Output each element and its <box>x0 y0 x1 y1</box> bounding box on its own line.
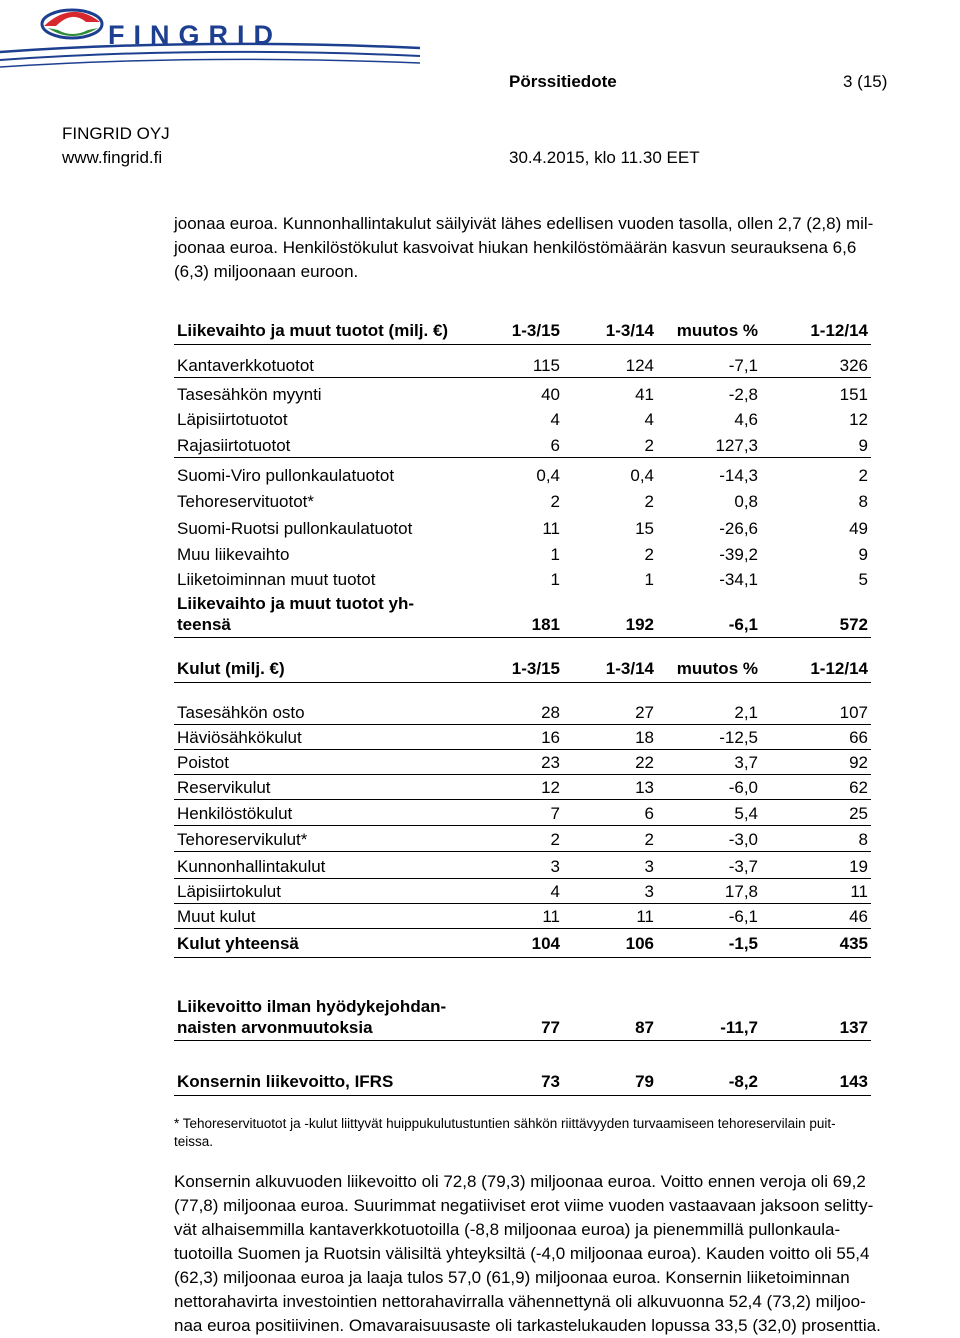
table-cell: 87 <box>635 1018 654 1037</box>
table-cell: 3 <box>644 857 654 876</box>
table-cell: 326 <box>839 356 868 375</box>
row-label: Läpisiirtotuotot <box>177 410 288 429</box>
table-cell: 4 <box>550 410 560 429</box>
table-rule <box>174 957 871 958</box>
table-cell: 9 <box>858 545 868 564</box>
revenue-total-label-line: teensä <box>177 615 231 634</box>
table-cell: 41 <box>635 385 654 404</box>
row-label: Muut kulut <box>177 907 256 926</box>
table-rule <box>174 825 871 826</box>
table-rule <box>174 724 871 725</box>
row-label: Henkilöstökulut <box>177 804 293 823</box>
row-label: Läpisiirtokulut <box>177 882 281 901</box>
table-cell: 77 <box>541 1018 560 1037</box>
footnote-line: * Tehoreservituotot ja -kulut liittyvät huippukulutustuntien sähkön riittävyyden turvaamiseen tehoreservilain puit- <box>174 1116 836 1131</box>
table-cell: 22 <box>635 753 654 772</box>
release-datetime: 30.4.2015, klo 11.30 EET <box>509 148 700 167</box>
column-header: muutos % <box>676 659 758 678</box>
intro-paragraph <box>174 212 954 284</box>
table-cell: 62 <box>849 778 868 797</box>
table-cell: 192 <box>625 615 654 634</box>
intro-line: (6,3) miljoonaan euroon. <box>174 262 359 281</box>
table-cell: -34,1 <box>719 570 758 589</box>
table-rule <box>174 682 871 683</box>
closing-paragraph <box>174 1170 954 1338</box>
table-rule <box>174 799 871 800</box>
cost-total-label: Kulut yhteensä <box>177 934 299 953</box>
table-cell: 0,4 <box>536 466 560 485</box>
column-header: 1-3/14 <box>605 321 654 340</box>
table-cell: 8 <box>858 830 868 849</box>
table-cell: 115 <box>532 356 560 375</box>
table-cell: 11 <box>542 519 560 538</box>
table-cell: 18 <box>635 728 654 747</box>
operating-profit-label-line: naisten arvonmuutoksia <box>177 1018 373 1037</box>
table-cell: -6,1 <box>728 615 758 634</box>
table-cell: 8 <box>858 492 868 511</box>
table-cell: -3,0 <box>728 830 758 849</box>
revenue-total-label-line: Liikevaihto ja muut tuotot yh- <box>177 594 415 613</box>
table-cell: 4 <box>644 410 654 429</box>
table-cell: 1 <box>550 545 560 564</box>
table-cell: -6,1 <box>728 907 758 926</box>
operating-profit-label <box>177 996 446 1038</box>
table-cell: 25 <box>849 804 868 823</box>
table-cell: 16 <box>541 728 560 747</box>
table-cell: 11 <box>636 907 654 926</box>
intro-line: joonaa euroa. Henkilöstökulut kasvoivat hiukan henkilöstömäärän kasvun seurauksena 6,6 <box>174 238 857 257</box>
table-cell: 2 <box>644 492 654 511</box>
footnote <box>174 1115 944 1151</box>
page-number: 3 (15) <box>843 72 888 91</box>
cost-table-title: Kulut (milj. €) <box>177 659 285 678</box>
table-cell: 2 <box>644 830 654 849</box>
table-cell: 12 <box>849 410 868 429</box>
table-cell: 73 <box>541 1072 560 1091</box>
table-cell: 15 <box>635 519 654 538</box>
column-header: 1-12/14 <box>810 321 868 340</box>
closing-line: nettorahavirta investointien nettorahavirralla vähennettynä oli alkuvuonna 52,4 (73,2) miljoo- <box>174 1292 866 1311</box>
table-cell: 2 <box>550 492 560 511</box>
table-cell: 2 <box>550 830 560 849</box>
table-cell: 124 <box>625 356 654 375</box>
column-header: 1-3/14 <box>605 659 654 678</box>
row-label: Tasesähkön osto <box>177 703 305 722</box>
table-cell: 40 <box>541 385 560 404</box>
table-cell: 28 <box>541 703 560 722</box>
table-cell: 2 <box>644 436 654 455</box>
row-label: Suomi-Viro pullonkaulatuotot <box>177 466 395 485</box>
closing-line: (62,3) miljoonaa euroa ja laaja tulos 57,0 (61,9) miljoonaa euroa. Konsernin liiketoiminnan <box>174 1268 850 1287</box>
table-rule <box>174 1040 871 1041</box>
table-cell: -26,6 <box>719 519 758 538</box>
table-cell: 17,8 <box>724 882 758 901</box>
table-rule <box>174 1095 871 1096</box>
table-rule <box>174 377 871 378</box>
table-cell: 9 <box>858 436 868 455</box>
logo-text: FINGRID <box>108 20 282 50</box>
table-rule <box>174 637 871 638</box>
table-cell: 49 <box>849 519 868 538</box>
closing-line: naa euroa positiivinen. Omavaraisuusaste oli tarkastelukauden lopussa 33,5 (32,0) prosenttia. <box>174 1316 881 1335</box>
table-cell: 3,7 <box>734 753 758 772</box>
row-label: Rajasiirtotuotot <box>177 436 291 455</box>
website-link[interactable]: www.fingrid.fi <box>62 148 163 167</box>
table-cell: -1,5 <box>728 934 758 953</box>
row-label: Suomi-Ruotsi pullonkaulatuotot <box>177 519 413 538</box>
column-header: muutos % <box>676 321 758 340</box>
table-cell: 27 <box>635 703 654 722</box>
table-cell: 5,4 <box>734 804 758 823</box>
row-label: Liiketoiminnan muut tuotot <box>177 570 376 589</box>
table-cell: -11,7 <box>720 1018 758 1037</box>
table-cell: 3 <box>644 882 654 901</box>
table-rule <box>174 903 871 904</box>
table-cell: 104 <box>531 934 560 953</box>
table-cell: -2,8 <box>728 385 758 404</box>
closing-line: Konsernin alkuvuoden liikevoitto oli 72,8 (79,3) miljoonaa euroa. Voitto ennen veroja oli 69,2 <box>174 1172 866 1191</box>
revenue-table-title: Liikevaihto ja muut tuotot (milj. €) <box>177 321 449 340</box>
column-header: 1-3/15 <box>511 659 560 678</box>
table-rule <box>174 928 871 929</box>
row-label: Tehoreservikulut* <box>177 830 308 849</box>
table-cell: 107 <box>839 703 868 722</box>
table-cell: 435 <box>839 934 868 953</box>
revenue-total-label <box>177 593 414 635</box>
table-rule <box>174 851 871 852</box>
table-cell: 66 <box>849 728 868 747</box>
table-cell: 137 <box>839 1018 868 1037</box>
table-cell: -7,1 <box>728 356 758 375</box>
table-cell: 2,1 <box>734 703 758 722</box>
footnote-line: teissa. <box>174 1134 214 1149</box>
table-cell: 7 <box>550 804 560 823</box>
doc-type: Pörssitiedote <box>509 72 617 91</box>
row-label: Muu liikevaihto <box>177 545 290 564</box>
table-cell: 6 <box>644 804 654 823</box>
table-cell: 23 <box>541 753 560 772</box>
table-cell: 0,8 <box>734 492 758 511</box>
header-logo-area <box>0 0 960 70</box>
table-cell: 12 <box>541 778 560 797</box>
row-label: Tehoreservituotot* <box>177 492 315 511</box>
operating-profit-label-line: Liikevoitto ilman hyödykejohdan- <box>177 997 447 1016</box>
closing-line: tuotoilla Suomen ja Ruotsin välisiltä yhteyksiltä (-4,0 miljoonaa euroa). Kauden voitto oli 55,4 <box>174 1244 870 1263</box>
table-cell: 46 <box>849 907 868 926</box>
table-cell: -39,2 <box>719 545 758 564</box>
table-cell: 143 <box>839 1072 868 1091</box>
table-cell: 0,4 <box>630 466 654 485</box>
row-label: Häviösähkökulut <box>177 728 302 747</box>
closing-line: vät alhaisemmilla kantaverkkotuotoilla (-8,8 miljoonaa euroa) ja pienemmillä pullonkaula- <box>174 1220 841 1239</box>
table-cell: 181 <box>531 615 560 634</box>
table-cell: 572 <box>839 615 868 634</box>
table-cell: 6 <box>550 436 560 455</box>
table-rule <box>174 749 871 750</box>
table-cell: 79 <box>635 1072 654 1091</box>
table-rule <box>174 878 871 879</box>
row-label: Reservikulut <box>177 778 271 797</box>
table-rule <box>174 774 871 775</box>
table-cell: -8,2 <box>728 1072 758 1091</box>
table-rule <box>174 344 871 345</box>
table-cell: 92 <box>849 753 868 772</box>
table-cell: 3 <box>550 857 560 876</box>
table-cell: -14,3 <box>719 466 758 485</box>
table-cell: 151 <box>839 385 868 404</box>
table-cell: 11 <box>542 907 560 926</box>
group-profit-label: Konsernin liikevoitto, IFRS <box>177 1072 394 1091</box>
table-cell: 2 <box>644 545 654 564</box>
column-header: 1-3/15 <box>511 321 560 340</box>
table-cell: 13 <box>635 778 654 797</box>
row-label: Kantaverkkotuotot <box>177 356 315 375</box>
table-cell: -3,7 <box>728 857 758 876</box>
row-label: Tasesähkön myynti <box>177 385 322 404</box>
table-rule <box>174 457 871 458</box>
table-cell: 1 <box>550 570 560 589</box>
row-label: Poistot <box>177 753 229 772</box>
table-cell: 1 <box>644 570 654 589</box>
column-header: 1-12/14 <box>810 659 868 678</box>
row-label: Kunnonhallintakulut <box>177 857 326 876</box>
table-cell: 4,6 <box>734 410 758 429</box>
table-cell: 2 <box>858 466 868 485</box>
table-cell: 11 <box>850 882 868 901</box>
intro-line: joonaa euroa. Kunnonhallintakulut säilyivät lähes edellisen vuoden tasolla, ollen 2,7 (2,8) mil- <box>174 214 874 233</box>
table-cell: 106 <box>625 934 654 953</box>
table-cell: -12,5 <box>719 728 758 747</box>
company-name: FINGRID OYJ <box>62 124 170 143</box>
table-cell: 19 <box>849 857 868 876</box>
table-cell: 127,3 <box>715 436 758 455</box>
table-cell: 4 <box>550 882 560 901</box>
closing-line: (77,8) miljoonaa euroa. Suurimmat negatiiviset erot viime vuoden vastaavaan jaksoon selitty- <box>174 1196 874 1215</box>
table-cell: 5 <box>858 570 868 589</box>
table-cell: -6,0 <box>728 778 758 797</box>
